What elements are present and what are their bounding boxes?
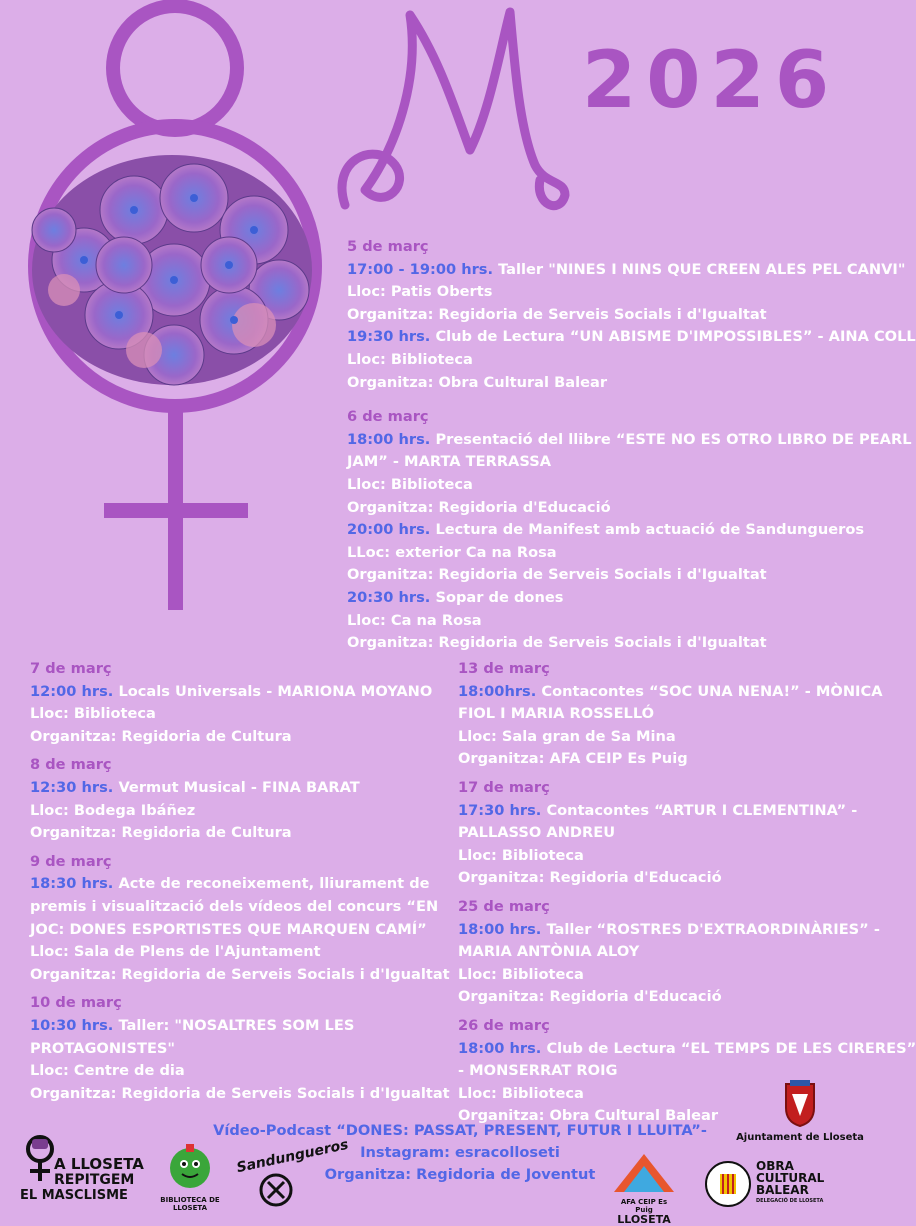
event-day-group — [30, 754, 450, 844]
triangle-mountain-icon — [612, 1152, 676, 1194]
event-detail: Lloc: Ca na Rosa — [347, 611, 482, 629]
event-date: 10 de març — [30, 994, 122, 1012]
event-line — [30, 1060, 450, 1083]
event-detail: Organitza: Obra Cultural Balear — [458, 1107, 719, 1125]
events-left-column — [30, 658, 450, 1105]
event-detail: Lloc: Patis Oberts — [347, 283, 493, 301]
event-day-group — [458, 896, 916, 1009]
event-detail: Organitza: Regidoria de Serveis Socials i d'Igualtat — [347, 305, 767, 323]
instagram-line: Instagram: esracolloseti — [360, 1144, 560, 1161]
event-time: 18:30 hrs. — [30, 875, 114, 893]
event-detail: Presentació del llibre “ESTE NO ES OTRO LIBRO DE PEARL — [430, 430, 912, 448]
ocb-logo-line2: CULTURAL — [756, 1171, 825, 1185]
event-day-group — [30, 992, 450, 1105]
event-line — [458, 726, 916, 749]
event-line — [347, 281, 916, 304]
event-line — [30, 777, 450, 800]
event-line — [30, 703, 450, 726]
event-detail: - MONSERRAT ROIG — [458, 1062, 618, 1080]
event-detail: Organitza: Regidoria d'Educació — [347, 498, 611, 516]
event-line — [458, 867, 916, 890]
event-detail: Lloc: Sala de Plens de l'Ajuntament — [30, 943, 321, 961]
event-detail: premis i visualització dels vídeos del concurs “EN — [30, 897, 439, 915]
event-line — [458, 986, 916, 1009]
event-line — [347, 349, 916, 372]
event-line — [458, 919, 916, 942]
event-line — [30, 1083, 450, 1106]
event-line — [347, 429, 916, 452]
ocb-logo-line1: OBRA — [756, 1159, 794, 1173]
event-line — [30, 822, 450, 845]
event-line — [347, 451, 916, 474]
event-detail: MARIA ANTÒNIA ALOY — [458, 943, 640, 961]
event-line — [347, 259, 916, 282]
event-detail: Organitza: AFA CEIP Es Puig — [458, 750, 688, 768]
sandungueros-logo-text: Sandungueros — [235, 1136, 350, 1177]
coat-of-arms-icon — [778, 1080, 822, 1128]
event-line — [458, 703, 916, 726]
event-line — [458, 822, 916, 845]
biblioteca-logo-line1: BIBLIOTECA DE — [160, 1196, 220, 1204]
ocb-logo-line3: BALEAR — [756, 1183, 809, 1197]
event-day-group — [458, 777, 916, 890]
event-time: 18:00 hrs. — [458, 1039, 542, 1057]
event-day-group — [458, 658, 916, 771]
event-date: 25 de març — [458, 897, 550, 915]
event-detail: Organitza: Obra Cultural Balear — [347, 373, 608, 391]
event-detail: Lloc: Biblioteca — [458, 846, 584, 864]
event-detail: Vermut Musical - FINA BARAT — [113, 778, 360, 796]
event-day-group — [347, 406, 916, 655]
event-date: 13 de març — [458, 660, 550, 677]
event-date: 5 de març — [347, 238, 429, 255]
event-detail: Lloc: Centre de dia — [30, 1062, 185, 1080]
lloseta-logo-line2: REPITGEM — [54, 1172, 135, 1188]
event-detail: Organitza: Regidoria de Cultura — [30, 824, 292, 842]
event-detail: Organitza: Regidoria de Cultura — [30, 727, 292, 745]
event-detail: Lloc: Bodega Ibáñez — [30, 801, 196, 819]
event-detail: Organitza: Regidoria de Serveis Socials i d'Igualtat — [30, 1084, 450, 1102]
events-top-column — [347, 236, 916, 655]
ocb-seal-icon — [704, 1160, 752, 1208]
event-time: 18:00hrs. — [458, 682, 537, 700]
event-day-group — [347, 236, 916, 394]
ocb-logo-line4: DELEGACIÓ DE LLOSETA — [756, 1198, 824, 1204]
event-line — [458, 1038, 916, 1061]
event-detail: JOC: DONES ESPORTISTES QUE MARQUEN CAMÍ” — [30, 920, 427, 938]
event-date: 8 de març — [30, 756, 112, 774]
sandungueros-logo — [235, 1136, 350, 1212]
event-line — [30, 681, 450, 704]
events-right-column — [458, 658, 916, 1128]
event-detail: Sopar de dones — [430, 588, 564, 606]
event-detail: Taller "NINES I NINS QUE CREEN ALES PEL CANVI" — [493, 260, 906, 278]
event-day-group — [30, 658, 450, 748]
ajuntament-logo-text: Ajuntament de Lloseta — [736, 1132, 864, 1143]
event-line — [458, 800, 916, 823]
afa-logo-line1: AFA CEIP Es Puig — [620, 1198, 668, 1214]
event-line — [347, 542, 916, 565]
event-time: 12:00 hrs. — [30, 682, 114, 700]
event-detail: Lloc: Biblioteca — [458, 965, 584, 983]
event-detail: Acte de reconeixement, lliurament de — [113, 875, 430, 893]
event-line — [347, 497, 916, 520]
event-detail: LLoc: exterior Ca na Rosa — [347, 543, 557, 561]
event-line — [347, 587, 916, 610]
footer-organizer-line: Organitza: Regidoria de Joventut — [324, 1166, 596, 1183]
event-line — [458, 845, 916, 868]
obra-cultural-balear-logo — [704, 1158, 844, 1212]
event-detail: Organitza: Regidoria d'Educació — [458, 869, 722, 887]
event-detail: FIOL I MARIA ROSSELLÓ — [458, 705, 655, 723]
event-time: 18:00 hrs. — [347, 430, 431, 448]
event-line — [347, 519, 916, 542]
event-detail: Organitza: Regidoria de Serveis Socials i d'Igualtat — [347, 566, 767, 584]
event-line — [30, 1038, 450, 1061]
event-line — [30, 800, 450, 823]
event-line — [347, 326, 916, 349]
afa-ceip-es-puig-logo — [612, 1152, 676, 1226]
event-line — [30, 919, 450, 942]
lloseta-logo-line3: EL MASCLISME — [20, 1188, 128, 1203]
event-detail: Lloc: Biblioteca — [458, 1084, 584, 1102]
lloseta-logo-line1: A LLOSETA — [54, 1155, 144, 1173]
event-detail: Lloc: Biblioteca — [30, 705, 156, 723]
event-detail: Organitza: Regidoria de Serveis Socials i d'Igualtat — [347, 634, 767, 652]
event-line — [30, 941, 450, 964]
event-line — [30, 964, 450, 987]
event-line — [30, 726, 450, 749]
event-line — [458, 964, 916, 987]
event-time: 17:30 hrs. — [458, 801, 542, 819]
event-detail: JAM” - MARTA TERRASSA — [347, 453, 552, 471]
event-line — [458, 748, 916, 771]
event-detail: Lectura de Manifest amb actuació de Sandungueros — [430, 521, 865, 539]
biblioteca-lloseta-logo — [160, 1142, 220, 1214]
event-time: 18:00 hrs. — [458, 920, 542, 938]
event-detail: Lloc: Sala gran de Sa Mina — [458, 727, 676, 745]
event-date: 6 de març — [347, 408, 429, 426]
event-detail: Contacontes “ARTUR I CLEMENTINA” - — [541, 801, 858, 819]
event-detail: PALLASSO ANDREU — [458, 824, 616, 842]
event-time: 17:00 - 19:00 hrs. — [347, 260, 494, 278]
event-detail: Lloc: Biblioteca — [347, 350, 473, 368]
event-time: 19:30 hrs. — [347, 328, 431, 346]
event-line — [30, 873, 450, 896]
event-time: 12:30 hrs. — [30, 778, 114, 796]
event-date: 17 de març — [458, 778, 550, 796]
event-detail: Contacontes “SOC UNA NENA!” - MÒNICA — [536, 682, 883, 700]
book-mascot-icon — [160, 1142, 220, 1192]
event-detail: Locals Universals - MARIONA MOYANO — [113, 682, 433, 700]
event-day-group — [30, 851, 450, 987]
biblioteca-logo-line2: LLOSETA — [172, 1204, 208, 1212]
event-line — [347, 304, 916, 327]
year-heading: 2026 — [582, 36, 840, 126]
event-time: 20:30 hrs. — [347, 588, 431, 606]
dancer-icon — [256, 1172, 296, 1208]
event-line — [458, 941, 916, 964]
event-detail: Organitza: Regidoria d'Educació — [458, 988, 722, 1006]
event-detail: Club de Lectura “EL TEMPS DE LES CIRERES” — [541, 1039, 916, 1057]
event-detail: Taller: "NOSALTRES SOM LES — [113, 1016, 355, 1034]
event-date: 26 de març — [458, 1016, 550, 1034]
event-detail: PROTAGONISTES" — [30, 1039, 176, 1057]
event-line — [347, 474, 916, 497]
event-date: 7 de març — [30, 660, 112, 677]
event-line — [347, 372, 916, 395]
event-line — [347, 610, 916, 633]
event-detail: Lloc: Biblioteca — [347, 475, 473, 493]
event-line — [30, 896, 450, 919]
ajuntament-lloseta-logo — [730, 1080, 870, 1150]
event-detail: Organitza: Regidoria de Serveis Socials i d'Igualtat — [30, 965, 450, 983]
event-line — [458, 681, 916, 704]
podcast-line: Vídeo-Podcast “DONES: PASSAT, PRESENT, FUTUR I LLUITA”- — [213, 1122, 707, 1139]
event-detail: Taller “ROSTRES D'EXTRAORDINÀRIES” - — [541, 920, 880, 938]
event-time: 10:30 hrs. — [30, 1016, 114, 1034]
event-line — [30, 1015, 450, 1038]
event-time: 20:00 hrs. — [347, 521, 431, 539]
event-detail: Club de Lectura “UN ABISME D'IMPOSSIBLES” - AINA COLL — [430, 328, 916, 346]
event-line — [347, 632, 916, 655]
event-line — [347, 564, 916, 587]
event-date: 9 de març — [30, 852, 112, 870]
afa-logo-line2: LLOSETA — [617, 1213, 671, 1226]
